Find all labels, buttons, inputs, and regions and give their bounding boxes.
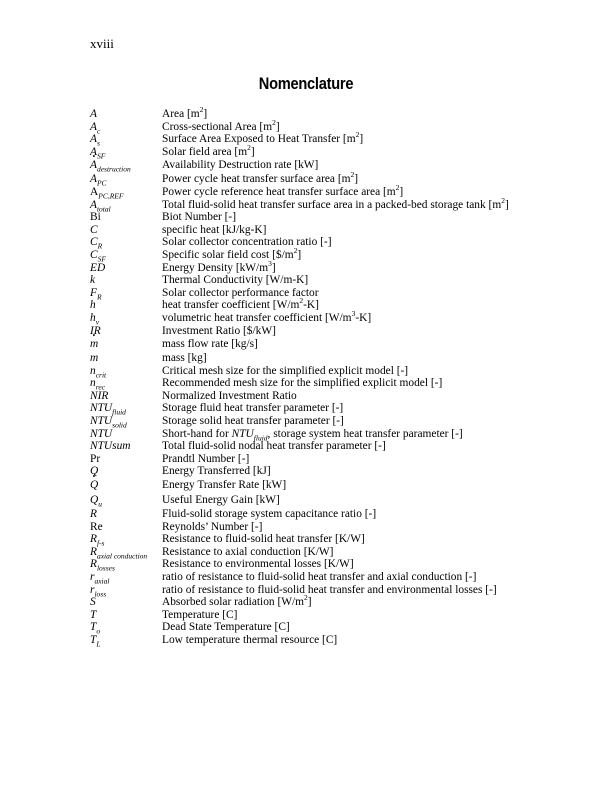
list-item <box>90 236 530 249</box>
definition: Fluid-solid storage system capacitance ratio [-] <box>162 508 377 521</box>
symbol: $R_{losses}$ <box>90 558 115 573</box>
symbol: $T_L$ <box>90 633 101 649</box>
definition: Critical mesh size for the simplified explicit model [-] <box>162 364 409 377</box>
list-item <box>90 478 530 493</box>
definition: Solar collector performance factor <box>162 286 319 299</box>
list-item <box>90 183 530 201</box>
definition: Total fluid-solid nodal heat transfer parameter [-] <box>162 440 386 453</box>
page-number: xviii <box>90 36 114 51</box>
symbol: S <box>90 596 96 609</box>
symbol: $h_v$ <box>90 311 100 327</box>
nomenclature-list <box>90 105 530 649</box>
definition: Short-hand for $NTU_{fluid}$, storage system heat transfer parameter [-] <box>162 427 463 442</box>
list-item <box>90 258 530 275</box>
definition: Resistance to fluid-solid heat transfer [K/W] <box>162 533 365 546</box>
symbol: Re <box>90 520 103 533</box>
list-item <box>90 428 530 441</box>
symbol: $n_{crit}$ <box>90 364 107 379</box>
definition: Cross-sectional Area $[m^2]$ <box>162 117 280 133</box>
definition: Solar field area $[m^2]$ <box>162 142 255 158</box>
list-item <box>90 224 530 237</box>
symbol: $Q_u$ <box>90 494 102 509</box>
definition: Energy Transferred [kJ] <box>162 465 271 478</box>
list-item <box>90 634 530 647</box>
symbol: NTU <box>90 427 113 440</box>
list-item <box>90 546 530 559</box>
list-item <box>90 337 530 352</box>
symbol: Bi <box>90 211 101 224</box>
definition: volumetric heat transfer coefficient $[W/m^3-K]$ <box>162 309 372 324</box>
symbol: $C_{SF}$ <box>90 248 106 264</box>
symbol: $n_{rec}$ <box>90 377 106 392</box>
list-item <box>90 211 530 224</box>
list-item <box>90 377 530 390</box>
symbol: $R_{axial conduction}$ <box>90 545 148 561</box>
symbol: $r_{loss}$ <box>90 583 107 598</box>
symbol: $NTU_{solid}$ <box>90 415 127 430</box>
list-item <box>90 558 530 571</box>
symbol: IR <box>90 324 101 337</box>
definition: Specific solar field cost $[\$/m^2]$ <box>162 246 302 261</box>
symbol: $F_R$ <box>90 286 102 301</box>
list-item <box>90 593 530 609</box>
definition: Resistance to environmental losses [K/W] <box>162 558 354 571</box>
list-item <box>90 453 530 466</box>
symbol: Q <box>90 465 99 478</box>
symbol: · Q <box>90 478 162 493</box>
definition: Power cycle reference heat transfer surface area $[m^2]$ <box>162 183 404 198</box>
symbol: R <box>90 508 97 521</box>
definition: Energy Transfer Rate [kW] <box>162 479 287 492</box>
page-title: Nomenclature <box>258 74 354 93</box>
symbol: $A_{PC,REF}$ <box>90 185 124 201</box>
definition: Solar collector concentration ratio [-] <box>162 236 332 249</box>
symbol: NTUsum <box>90 440 131 453</box>
definition: Investment Ratio [$/kW] <box>162 324 276 337</box>
list-item <box>90 309 530 327</box>
list-item <box>90 274 530 287</box>
definition: Thermal Conductivity [W/m-K] <box>162 274 309 287</box>
definition: Dead State Temperature [C] <box>162 621 290 634</box>
list-item <box>90 571 530 584</box>
definition: Energy Density $[kW/m^3]$ <box>162 258 276 274</box>
symbol: $A_s$ <box>90 133 100 148</box>
definition: Resistance to axial conduction [K/W] <box>162 545 334 558</box>
definition: ratio of resistance to fluid-solid heat transfer and axial conduction [-] <box>162 571 477 583</box>
list-item <box>90 621 530 634</box>
symbol: C <box>90 223 98 236</box>
definition: Total fluid-solid heat transfer surface area in a packed-bed storage tank $[m^2]$ <box>162 195 509 211</box>
definition: Reynolds’ Number [-] <box>162 520 263 533</box>
list-item <box>90 402 530 415</box>
symbol: $r_{axial}$ <box>90 571 110 586</box>
definition: mass flow rate [kg/s] <box>162 338 258 351</box>
symbol: NIR <box>90 389 109 402</box>
symbol: $NTU_{fluid}$ <box>90 402 126 417</box>
list-item <box>90 508 530 521</box>
definition: ratio of resistance to fluid-solid heat transfer and environmental losses [-] <box>162 583 497 596</box>
symbol: ED <box>90 261 106 274</box>
definition: Normalized Investment Ratio <box>162 389 297 402</box>
definition: Useful Energy Gain [kW] <box>162 494 280 507</box>
list-item <box>90 584 530 597</box>
symbol: · m <box>90 337 162 352</box>
list-item <box>90 117 530 135</box>
definition: Storage fluid heat transfer parameter [-] <box>162 402 344 415</box>
symbol: m <box>90 352 99 365</box>
list-item <box>90 130 530 148</box>
definition: Availability Destruction rate [kW] <box>162 159 319 172</box>
list-item <box>90 325 530 338</box>
symbol: $A_{PC}$ <box>90 173 107 188</box>
definition: Prandtl Number [-] <box>162 452 250 465</box>
symbol: $R_{f-s}$ <box>90 533 105 548</box>
definition: Temperature [C] <box>162 608 238 621</box>
list-item <box>90 105 530 121</box>
list-item <box>90 465 530 478</box>
list-item <box>90 609 530 622</box>
symbol: A <box>90 108 97 120</box>
list-item <box>90 365 530 378</box>
list-item <box>90 493 530 508</box>
list-item <box>90 142 530 161</box>
definition: Surface Area Exposed to Heat Transfer $[m^2]$ <box>162 130 364 146</box>
list-item <box>90 415 530 428</box>
symbol: $T_o$ <box>90 621 101 636</box>
definition: Biot Number [-] <box>162 211 237 224</box>
list-item <box>90 287 530 300</box>
list-item <box>90 533 530 546</box>
list-item <box>90 352 530 365</box>
symbol: · $A_{destruction}$ <box>90 158 162 173</box>
symbol: Pr <box>90 452 101 465</box>
definition: Recommended mesh size for the simplified explicit model [-] <box>162 377 443 390</box>
definition: heat transfer coefficient $[W/m^2-K]$ <box>162 296 319 312</box>
definition: Power cycle heat transfer surface area $[m^2]$ <box>162 170 359 186</box>
symbol: $A_{SF}$ <box>90 145 106 161</box>
definition: Area $[m^2]$ <box>162 105 208 120</box>
list-item <box>90 246 530 264</box>
list-item <box>90 296 530 312</box>
definition: Absorbed solar radiation $[W/m^2]$ <box>162 593 312 609</box>
list-item <box>90 390 530 403</box>
symbol: T <box>90 608 97 621</box>
definition: specific heat [kJ/kg-K] <box>162 223 267 236</box>
definition: Storage solid heat transfer parameter [-] <box>162 415 344 428</box>
definition: mass [kg] <box>162 352 207 365</box>
symbol: h <box>90 299 96 312</box>
symbol: k <box>90 274 96 287</box>
list-item <box>90 440 530 453</box>
list-item <box>90 195 530 213</box>
list-item <box>90 170 530 188</box>
symbol: $C_R$ <box>90 236 103 251</box>
symbol: $A_c$ <box>90 120 101 135</box>
list-item <box>90 521 530 534</box>
definition: Low temperature thermal resource [C] <box>162 633 338 646</box>
list-item <box>90 158 530 173</box>
symbol: $A_{total}$ <box>90 198 111 213</box>
